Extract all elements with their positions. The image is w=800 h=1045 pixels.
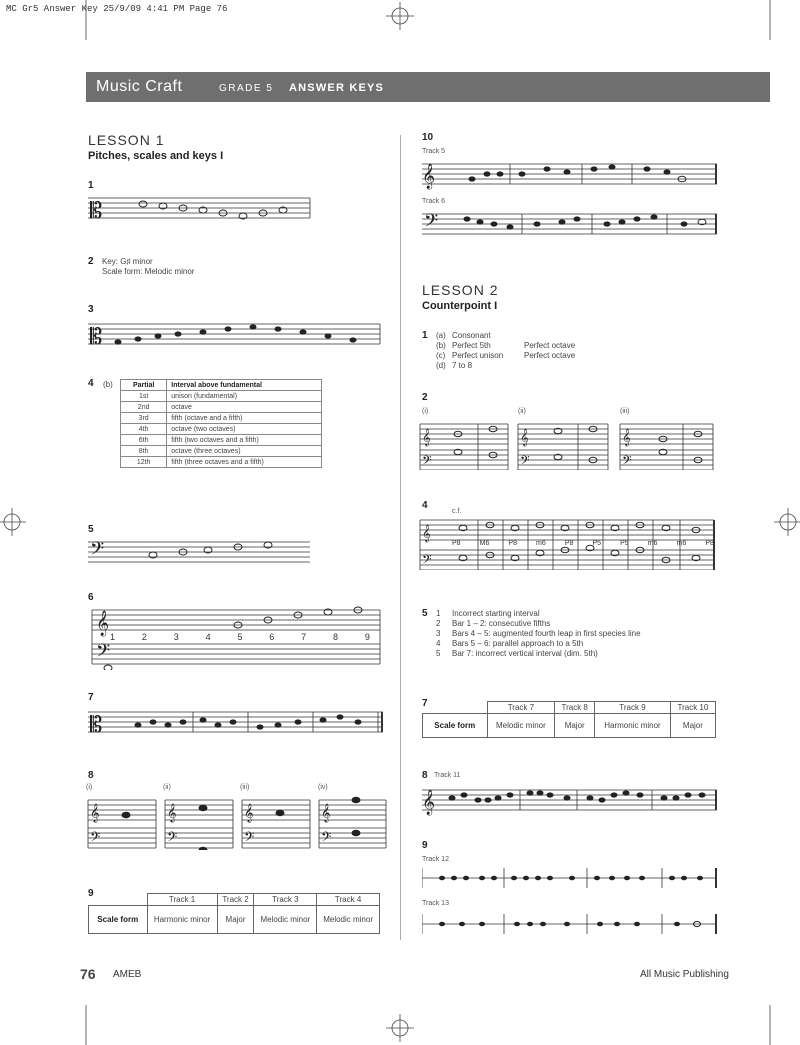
table-cell: 6th (121, 435, 167, 446)
l2q1-answers (436, 331, 575, 371)
interval-label: P8 (508, 540, 517, 547)
interval-label: P8 (564, 540, 574, 547)
footer-ameb: AMEB (113, 969, 142, 980)
cantus-firmus-label: c.f. (452, 508, 462, 515)
table-cell: fifth (octave and a fifth) (167, 413, 322, 424)
partial-number: 3 (173, 632, 179, 642)
track-label: Track 12 (422, 856, 449, 863)
track-label: Track 11 (434, 772, 461, 779)
svg-text:𝄢: 𝄢 (90, 829, 101, 848)
item-text: Bar 1 – 2: consecutive fifths (452, 619, 551, 628)
table-cell: Major (555, 714, 595, 738)
svg-text:𝄞: 𝄞 (321, 803, 331, 822)
music-staff-q7 (88, 704, 388, 738)
track-label: Track 5 (422, 148, 446, 155)
table-header: Track 7 (487, 702, 555, 714)
item-text: Bars 4 – 5: augmented fourth leap in first species line (452, 629, 641, 638)
item-label: 2 (436, 619, 441, 628)
l2q5-answers (436, 609, 641, 659)
partial-number: 7 (301, 632, 307, 642)
table-header: Track 2 (217, 894, 254, 906)
svg-text:𝄢: 𝄢 (422, 552, 432, 570)
question-number: 2 (88, 256, 94, 267)
q2-scale-form: Scale form: Melodic minor (102, 267, 195, 276)
interval-label: P5 (620, 540, 629, 547)
question-number: 6 (88, 592, 94, 603)
q2-key: Key: G♯ minor (102, 257, 153, 266)
l2q2-label: (ii) (518, 408, 526, 415)
item-text: Incorrect starting interval (452, 609, 540, 618)
table-cell: 1st (121, 391, 167, 402)
table-cell: fifth (two octaves and a fifth) (167, 435, 322, 446)
svg-text:𝄢: 𝄢 (424, 211, 439, 236)
table-cell: octave (167, 402, 322, 413)
question-number: 2 (422, 392, 428, 403)
q8-label: (iv) (318, 784, 328, 791)
item-label: (d) (436, 361, 446, 370)
lesson-1-subtitle: Pitches, scales and keys I (88, 150, 224, 162)
q4-part-label: (b) (103, 380, 113, 389)
question-number: 1 (422, 330, 428, 341)
interval-label: M6 (479, 540, 490, 547)
question-number: 3 (88, 304, 94, 315)
svg-text:𝄞: 𝄞 (422, 428, 431, 446)
question-number: 4 (88, 378, 94, 389)
rhythm-line-track-13 (422, 910, 722, 938)
table-header: Track 3 (254, 894, 317, 906)
music-grand-staff-l2q2 (418, 418, 718, 470)
interval-label: m6 (536, 540, 546, 547)
partial-number: 1 (110, 632, 116, 642)
q8-label: (i) (86, 784, 93, 791)
svg-text:𝄢: 𝄢 (321, 829, 332, 848)
music-staff-q1 (88, 190, 313, 224)
track-label: Track 13 (422, 900, 449, 907)
svg-text:𝄢: 𝄢 (422, 453, 432, 470)
music-staff-track-5 (422, 156, 722, 190)
svg-text:𝄡: 𝄡 (90, 325, 103, 350)
item-text: Perfect octave (524, 341, 576, 350)
row-label: Scale form (89, 906, 148, 934)
question-number: 4 (422, 500, 428, 511)
item-label: 1 (436, 609, 441, 618)
q8-label: (iii) (240, 784, 250, 791)
table-cell: Major (670, 714, 715, 738)
table-cell: Melodic minor (487, 714, 555, 738)
banner-grade: GRADE 5 (219, 83, 274, 94)
svg-text:𝄞: 𝄞 (622, 428, 631, 446)
table-header: Track 10 (670, 702, 715, 714)
q8-label: (ii) (163, 784, 171, 791)
table-header: Track 4 (317, 894, 380, 906)
music-staff-q3 (88, 316, 388, 356)
item-label: (a) (436, 331, 446, 340)
partial-number: 4 (205, 632, 211, 642)
banner-answer-keys: ANSWER KEYS (289, 82, 385, 94)
question-number: 9 (88, 888, 94, 899)
svg-text:𝄢: 𝄢 (96, 641, 111, 666)
item-text: Perfect octave (524, 351, 576, 360)
item-text: Consonant (452, 331, 491, 340)
svg-text:𝄡: 𝄡 (90, 199, 103, 224)
svg-text:𝄞: 𝄞 (167, 803, 177, 822)
header-banner (86, 72, 770, 102)
lesson-2-heading: LESSON 2 (422, 282, 499, 298)
interval-label: P5 (592, 540, 602, 547)
table-cell: unison (fundamental) (167, 391, 322, 402)
table-cell: octave (two octaves) (167, 424, 322, 435)
partial-number: 9 (364, 632, 370, 642)
l2q2-label: (i) (422, 408, 429, 415)
svg-text:𝄞: 𝄞 (422, 524, 431, 542)
question-number: 1 (88, 180, 94, 191)
svg-text:𝄞: 𝄞 (520, 428, 529, 446)
item-text: 7 to 8 (452, 361, 473, 370)
item-text: Perfect unison (452, 351, 504, 360)
table-cell: Harmonic minor (147, 906, 217, 934)
item-text: Perfect 5th (452, 341, 491, 350)
svg-text:𝄡: 𝄡 (90, 713, 103, 738)
music-staff-track-6 (422, 206, 722, 240)
item-label: (b) (436, 341, 446, 350)
table-header: Partial (121, 380, 167, 391)
print-slug: MC Gr5 Answer Key 25/9/09 4:41 PM Page 76 (6, 4, 228, 14)
question-number: 8 (88, 770, 94, 781)
table-cell: 3rd (121, 413, 167, 424)
footer-publisher: All Music Publishing (640, 969, 729, 980)
row-label: Scale form (423, 714, 488, 738)
question-number: 5 (88, 524, 94, 535)
table-cell: Major (217, 906, 254, 934)
table-cell: 2nd (121, 402, 167, 413)
interval-label: P8 (705, 540, 714, 547)
partial-number: 8 (333, 632, 339, 642)
interval-label: m6 (676, 540, 687, 547)
table-cell: 12th (121, 457, 167, 468)
lesson-2-subtitle: Counterpoint I (422, 300, 498, 312)
item-text: Bar 7: incorrect vertical interval (dim. 5th) (452, 649, 598, 658)
partial-number: 5 (237, 632, 243, 642)
scale-form-table-left (88, 893, 380, 934)
lesson-1-heading: LESSON 1 (88, 132, 165, 148)
partials-table (120, 379, 322, 468)
question-number: 5 (422, 608, 428, 619)
music-staff-track-11 (422, 782, 722, 816)
table-header: Track 1 (147, 894, 217, 906)
question-number: 10 (422, 132, 434, 143)
l2q2-label: (iii) (620, 408, 630, 415)
q6-partial-numbers (110, 632, 370, 642)
column-divider (400, 135, 401, 940)
table-cell: Melodic minor (254, 906, 317, 934)
item-label: 3 (436, 629, 441, 638)
table-header: Interval above fundamental (167, 380, 322, 391)
question-number: 7 (88, 692, 94, 703)
svg-text:𝄢: 𝄢 (622, 453, 632, 470)
scale-form-table-right (422, 701, 716, 738)
interval-label: m6 (647, 540, 658, 547)
partial-number: 6 (269, 632, 275, 642)
svg-text:𝄢: 𝄢 (167, 829, 178, 848)
item-label: 5 (436, 649, 441, 658)
track-label: Track 6 (422, 198, 446, 205)
table-cell: Melodic minor (317, 906, 380, 934)
question-number: 8 (422, 770, 428, 781)
interval-labels (452, 540, 714, 547)
table-cell: 8th (121, 446, 167, 457)
table-cell: Harmonic minor (595, 714, 671, 738)
music-staff-q5 (88, 534, 318, 568)
svg-text:𝄞: 𝄞 (96, 611, 110, 636)
banner-title: Music Craft (96, 78, 183, 95)
table-cell: octave (three octaves) (167, 446, 322, 457)
item-label: 4 (436, 639, 441, 648)
item-text: Bars 5 – 6: parallel approach to a 5th (452, 639, 584, 648)
music-grand-staff-q8 (86, 794, 391, 850)
table-header: Track 9 (595, 702, 671, 714)
table-cell: 4th (121, 424, 167, 435)
svg-text:𝄞: 𝄞 (422, 790, 436, 815)
svg-text:𝄞: 𝄞 (90, 803, 100, 822)
page-number: 76 (80, 966, 96, 982)
table-cell: fifth (three octaves and a fifth) (167, 457, 322, 468)
interval-label: P8 (452, 540, 461, 547)
svg-text:𝄞: 𝄞 (244, 803, 254, 822)
item-label: (c) (436, 351, 446, 360)
svg-text:𝄢: 𝄢 (244, 829, 255, 848)
table-header: Track 8 (555, 702, 595, 714)
question-number: 9 (422, 840, 428, 851)
svg-text:𝄢: 𝄢 (520, 453, 530, 470)
svg-text:𝄞: 𝄞 (422, 164, 436, 189)
rhythm-line-track-12 (422, 864, 722, 892)
partial-number: 2 (141, 632, 147, 642)
svg-text:𝄢: 𝄢 (90, 539, 105, 564)
question-number: 7 (422, 698, 428, 709)
